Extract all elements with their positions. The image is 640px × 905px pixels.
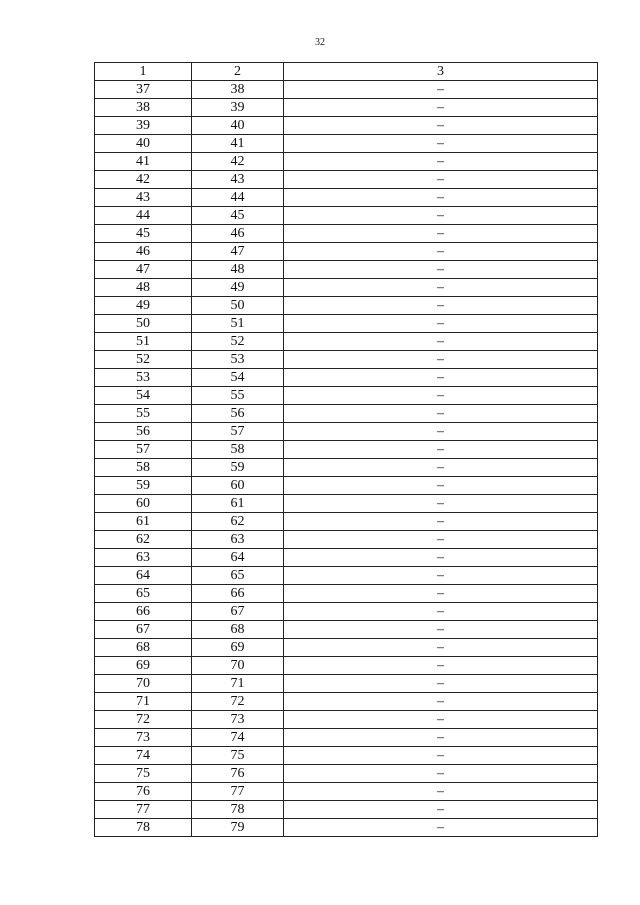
- table-cell-col-3: –: [284, 99, 598, 117]
- table-cell-col-2: 68: [192, 621, 284, 639]
- table-cell-col-3: –: [284, 657, 598, 675]
- table-cell-col-2: 47: [192, 243, 284, 261]
- table-cell-col-1: 53: [95, 369, 192, 387]
- table-cell-col-1: 70: [95, 675, 192, 693]
- table-row: [95, 405, 598, 423]
- table-cell-col-3: –: [284, 405, 598, 423]
- table-cell-col-2: 48: [192, 261, 284, 279]
- column-header-2: 2: [192, 63, 284, 81]
- table-cell-col-1: 62: [95, 531, 192, 549]
- table-row: [95, 189, 598, 207]
- table-cell-col-1: 46: [95, 243, 192, 261]
- table-cell-col-3: –: [284, 135, 598, 153]
- table-cell-col-2: 39: [192, 99, 284, 117]
- table-cell-col-2: 57: [192, 423, 284, 441]
- table-cell-col-2: 66: [192, 585, 284, 603]
- table-cell-col-2: 64: [192, 549, 284, 567]
- table-row: [95, 333, 598, 351]
- table-cell-col-1: 40: [95, 135, 192, 153]
- table-cell-col-2: 58: [192, 441, 284, 459]
- table-cell-col-2: 60: [192, 477, 284, 495]
- table-cell-col-3: –: [284, 315, 598, 333]
- table-cell-col-1: 78: [95, 819, 192, 837]
- table-cell-col-2: 71: [192, 675, 284, 693]
- table-cell-col-2: 46: [192, 225, 284, 243]
- table-row: [95, 81, 598, 99]
- table-row: [95, 585, 598, 603]
- table-row: [95, 801, 598, 819]
- table-cell-col-1: 56: [95, 423, 192, 441]
- table-body: [95, 81, 598, 837]
- table-cell-col-3: –: [284, 153, 598, 171]
- table-cell-col-3: –: [284, 639, 598, 657]
- table-cell-col-2: 70: [192, 657, 284, 675]
- table-row: [95, 765, 598, 783]
- table-cell-col-2: 67: [192, 603, 284, 621]
- table-cell-col-1: 76: [95, 783, 192, 801]
- table-cell-col-3: –: [284, 567, 598, 585]
- table-cell-col-1: 49: [95, 297, 192, 315]
- table-cell-col-2: 76: [192, 765, 284, 783]
- table-cell-col-2: 52: [192, 333, 284, 351]
- table-row: [95, 153, 598, 171]
- table-row: [95, 279, 598, 297]
- table-cell-col-1: 48: [95, 279, 192, 297]
- table-row: [95, 351, 598, 369]
- table-cell-col-1: 60: [95, 495, 192, 513]
- table-cell-col-1: 50: [95, 315, 192, 333]
- table-cell-col-2: 65: [192, 567, 284, 585]
- table-cell-col-2: 61: [192, 495, 284, 513]
- table-cell-col-3: –: [284, 621, 598, 639]
- column-header-3: 3: [284, 63, 598, 81]
- table-row: [95, 423, 598, 441]
- table-cell-col-2: 69: [192, 639, 284, 657]
- table-cell-col-3: –: [284, 819, 598, 837]
- table-row: [95, 261, 598, 279]
- table-cell-col-3: –: [284, 549, 598, 567]
- table-cell-col-3: –: [284, 189, 598, 207]
- table-cell-col-2: 56: [192, 405, 284, 423]
- table-row: [95, 639, 598, 657]
- table-cell-col-1: 63: [95, 549, 192, 567]
- table-cell-col-2: 75: [192, 747, 284, 765]
- table-cell-col-3: –: [284, 459, 598, 477]
- table-row: [95, 567, 598, 585]
- table-row: [95, 99, 598, 117]
- table-cell-col-1: 71: [95, 693, 192, 711]
- table-cell-col-2: 62: [192, 513, 284, 531]
- table-cell-col-3: –: [284, 603, 598, 621]
- table-row: [95, 747, 598, 765]
- table-row: [95, 225, 598, 243]
- table-cell-col-1: 66: [95, 603, 192, 621]
- table-cell-col-3: –: [284, 387, 598, 405]
- table-cell-col-2: 53: [192, 351, 284, 369]
- table-cell-col-2: 45: [192, 207, 284, 225]
- data-table: [94, 62, 598, 837]
- table-cell-col-3: –: [284, 333, 598, 351]
- table-cell-col-2: 77: [192, 783, 284, 801]
- table-row: [95, 387, 598, 405]
- table-cell-col-3: –: [284, 495, 598, 513]
- table-cell-col-1: 59: [95, 477, 192, 495]
- table-cell-col-2: 78: [192, 801, 284, 819]
- table-row: [95, 459, 598, 477]
- table-row: [95, 495, 598, 513]
- table-cell-col-2: 40: [192, 117, 284, 135]
- table-row: [95, 729, 598, 747]
- table-row: [95, 603, 598, 621]
- table-cell-col-2: 51: [192, 315, 284, 333]
- table-row: [95, 135, 598, 153]
- table-cell-col-2: 50: [192, 297, 284, 315]
- table-cell-col-1: 67: [95, 621, 192, 639]
- table-row: [95, 693, 598, 711]
- table-cell-col-1: 43: [95, 189, 192, 207]
- table-cell-col-1: 44: [95, 207, 192, 225]
- table-cell-col-3: –: [284, 369, 598, 387]
- table-cell-col-3: –: [284, 243, 598, 261]
- table-cell-col-1: 74: [95, 747, 192, 765]
- table-cell-col-2: 63: [192, 531, 284, 549]
- table-cell-col-2: 59: [192, 459, 284, 477]
- table-cell-col-3: –: [284, 423, 598, 441]
- table-cell-col-3: –: [284, 297, 598, 315]
- table-cell-col-2: 38: [192, 81, 284, 99]
- table-cell-col-1: 37: [95, 81, 192, 99]
- table-cell-col-3: –: [284, 675, 598, 693]
- table-cell-col-1: 38: [95, 99, 192, 117]
- table-row: [95, 369, 598, 387]
- table-row: [95, 513, 598, 531]
- table-row: [95, 531, 598, 549]
- table-cell-col-2: 79: [192, 819, 284, 837]
- table-cell-col-3: –: [284, 207, 598, 225]
- page-number: 32: [315, 37, 325, 48]
- table-cell-col-1: 47: [95, 261, 192, 279]
- table-cell-col-2: 54: [192, 369, 284, 387]
- table-cell-col-2: 42: [192, 153, 284, 171]
- table-cell-col-1: 73: [95, 729, 192, 747]
- table-cell-col-3: –: [284, 261, 598, 279]
- table-cell-col-1: 41: [95, 153, 192, 171]
- table-cell-col-1: 77: [95, 801, 192, 819]
- table-cell-col-3: –: [284, 117, 598, 135]
- table-header-row: [95, 63, 598, 81]
- table-cell-col-3: –: [284, 729, 598, 747]
- table-cell-col-3: –: [284, 765, 598, 783]
- table-cell-col-1: 61: [95, 513, 192, 531]
- table-cell-col-1: 42: [95, 171, 192, 189]
- table-cell-col-1: 65: [95, 585, 192, 603]
- table-row: [95, 711, 598, 729]
- table-cell-col-1: 51: [95, 333, 192, 351]
- table-cell-col-1: 64: [95, 567, 192, 585]
- table-row: [95, 243, 598, 261]
- table-row: [95, 297, 598, 315]
- table-cell-col-1: 55: [95, 405, 192, 423]
- column-header-1: 1: [95, 63, 192, 81]
- table-cell-col-3: –: [284, 693, 598, 711]
- table-cell-col-3: –: [284, 585, 598, 603]
- table-cell-col-1: 52: [95, 351, 192, 369]
- table-row: [95, 549, 598, 567]
- table-cell-col-2: 44: [192, 189, 284, 207]
- table-cell-col-2: 72: [192, 693, 284, 711]
- table-cell-col-3: –: [284, 711, 598, 729]
- table-cell-col-3: –: [284, 279, 598, 297]
- table-row: [95, 117, 598, 135]
- table-cell-col-2: 43: [192, 171, 284, 189]
- table-row: [95, 783, 598, 801]
- table-cell-col-3: –: [284, 531, 598, 549]
- table-cell-col-3: –: [284, 225, 598, 243]
- table-cell-col-1: 45: [95, 225, 192, 243]
- table-cell-col-3: –: [284, 783, 598, 801]
- table-cell-col-3: –: [284, 747, 598, 765]
- table-cell-col-3: –: [284, 513, 598, 531]
- table-cell-col-2: 41: [192, 135, 284, 153]
- table-cell-col-3: –: [284, 171, 598, 189]
- table-cell-col-3: –: [284, 81, 598, 99]
- table-cell-col-1: 69: [95, 657, 192, 675]
- table-row: [95, 171, 598, 189]
- table-row: [95, 819, 598, 837]
- table-cell-col-3: –: [284, 441, 598, 459]
- table-row: [95, 675, 598, 693]
- table-cell-col-1: 54: [95, 387, 192, 405]
- table-cell-col-3: –: [284, 351, 598, 369]
- table-row: [95, 477, 598, 495]
- table-row: [95, 441, 598, 459]
- table-cell-col-1: 39: [95, 117, 192, 135]
- table-row: [95, 207, 598, 225]
- table-cell-col-3: –: [284, 477, 598, 495]
- table-cell-col-1: 58: [95, 459, 192, 477]
- table-cell-col-1: 68: [95, 639, 192, 657]
- table-cell-col-1: 75: [95, 765, 192, 783]
- table-cell-col-2: 49: [192, 279, 284, 297]
- table-row: [95, 657, 598, 675]
- table-cell-col-3: –: [284, 801, 598, 819]
- table-row: [95, 621, 598, 639]
- table-cell-col-2: 55: [192, 387, 284, 405]
- table-cell-col-1: 57: [95, 441, 192, 459]
- table-cell-col-2: 73: [192, 711, 284, 729]
- table-cell-col-2: 74: [192, 729, 284, 747]
- table-row: [95, 315, 598, 333]
- table-cell-col-1: 72: [95, 711, 192, 729]
